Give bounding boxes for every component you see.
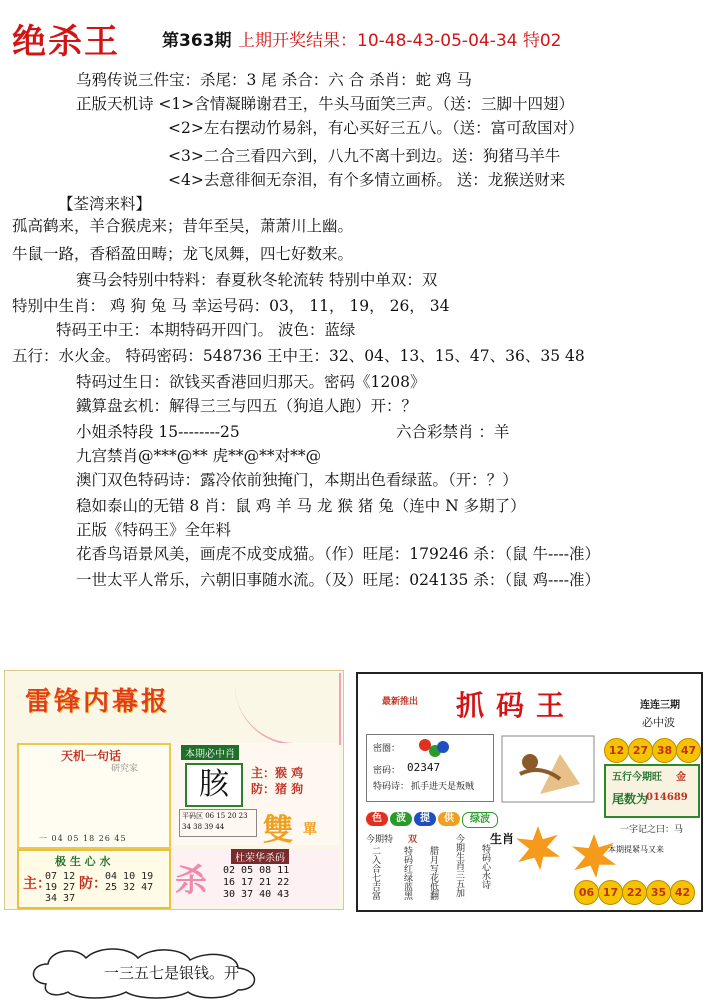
shuang-char: 雙 (263, 813, 293, 848)
shama-title: 杜荣华杀码 (231, 849, 289, 864)
tianji-sign: 研究家 (111, 764, 139, 774)
ball-bottom: 17 (598, 880, 623, 905)
ball-top: 27 (628, 738, 653, 763)
text-line: 孤高鹤来，羊合猴虎来；昔年至吴，萧萧川上幽。 (12, 217, 354, 235)
ball-bottom: 06 (574, 880, 599, 905)
text-line: 五行：水火金。 特码密码：548736 王中王：32、04、13、15、47、36、35 48 (12, 347, 585, 365)
vertical-text: 今期生肖三五加 (454, 834, 464, 897)
section-title: 【荃湾来料】 (58, 195, 152, 213)
xinshui-main-nums: 07 12 19 27 34 37 (45, 871, 76, 904)
poem-text: 抓手进天是叛贼 (411, 782, 475, 792)
five-title: 五行今期旺 (612, 772, 662, 783)
vertical-text: 特码红绿蓝黑 (402, 846, 412, 900)
five-tail: 尾数为 (612, 792, 649, 806)
shama-numbers (223, 865, 289, 901)
zodiac-main-line: 主：猴 鸡 (251, 766, 304, 780)
text-line: <4>去意徘徊无奈泪，有个多情立画桥。 送：龙猴送财来 (168, 171, 566, 189)
note: 一字记之曰：马 (620, 825, 684, 835)
text-line: 稳如泰山的无错 8 肖：鼠 鸡 羊 马 龙 猴 猪 兔（连中 N 多期了） (76, 497, 526, 515)
zodiac-head: 本期必中肖 (181, 745, 239, 760)
mima-value: 02347 (407, 761, 441, 774)
ball-top: 38 (652, 738, 677, 763)
star-icon (516, 826, 560, 870)
shama-row: 30 37 40 43 (223, 889, 290, 900)
xinshui-main-label: 主： (23, 876, 51, 892)
mima-label: 密码： (373, 766, 401, 776)
text-line: 牛鼠一路，香稻盈田畴；龙飞凤舞，四七好数来。 (12, 245, 354, 263)
text-line: 鐵算盘玄机：解得三三与四五（狗追人跑）开：？ (76, 397, 418, 415)
chip: 提 (414, 812, 436, 826)
text-line: 澳门双色特码诗：露冷依前独掩门，本期出色看绿蓝。（开：？） (76, 471, 518, 489)
mima-box (366, 734, 494, 802)
text-line: <2>左右摆动竹易斜，有心买好三五八。（送：富可敌国对） (168, 119, 584, 137)
five-word: 金 (676, 772, 686, 783)
text-line: 特码王中王：本期特码开四门。 波色：蓝绿 (56, 321, 356, 339)
shama-row: 02 05 08 11 (223, 865, 290, 876)
note2: 本期提紧马又来 (608, 845, 664, 854)
ball-bottom: 42 (670, 880, 695, 905)
xinshui-box (17, 849, 171, 909)
chip-small-label: 今期特 (366, 835, 394, 845)
text-line: 一世太平人常乐，六朝旧事随水流。（及）旺尾：024135 杀：（鼠 鸡----准） (76, 571, 600, 589)
poster-title: 雷锋内幕报 (25, 687, 171, 717)
chip-small-value: 双 (408, 835, 418, 845)
star-icon (572, 834, 616, 878)
text-line: 乌鸦传说三件宝：杀尾：3 尾 杀合：六 合 杀肖：蛇 鸡 马 (76, 71, 472, 89)
zodiac-fang-line: 防：猪 狗 (251, 782, 304, 796)
vertical-text: 二入合七吉富 (370, 846, 380, 900)
pingma-box: 平码区 06 15 20 23 34 38 39 44 (179, 809, 257, 837)
poster-zhuamawang (356, 672, 703, 912)
text-line: 花香鸟语景风美，画虎不成变成猫。（作）旺尾：179246 杀：（鼠 牛----准） (76, 545, 600, 563)
mi-label: 密圈： (373, 744, 401, 754)
text-line: 小姐杀特段 15--------25 (76, 423, 240, 441)
tianji-footer: 一 04 05 18 26 45 (39, 834, 127, 843)
poster-leifeng (4, 670, 344, 910)
tianji-title: 天机一句话 (61, 749, 122, 763)
shama-box (171, 849, 339, 905)
blue-ball-icon (437, 741, 449, 753)
chip-last: 绿波 (462, 812, 498, 828)
xinshui-title: 极 生 心 水 (55, 855, 111, 868)
shengxiao-label: 生肖 (490, 832, 515, 846)
brand-title: 绝杀王 (12, 22, 120, 62)
three-periods-label: 连连三期 (640, 700, 680, 711)
sha-char: 杀 (175, 861, 208, 899)
ball-top: 47 (676, 738, 701, 763)
poem-label: 特码诗： (373, 782, 410, 792)
monkey-illustration (500, 734, 596, 804)
xinshui-fang-label: 防： (79, 876, 107, 892)
must-wave-label: 必中波 (642, 716, 675, 729)
five-element-box (604, 764, 700, 818)
xinshui-fang-nums: 04 10 19 25 32 47 (105, 871, 154, 893)
vertical-text: 腊月写花低翻 (428, 846, 438, 900)
poster2-title: 抓码王 (456, 689, 577, 722)
text-line: 九宫禁肖@***@** 虎**@**对**@ (76, 447, 322, 465)
chip: 波 (390, 812, 412, 826)
decorative-swirl (235, 673, 341, 745)
text-line: 特码过生日：欲钱买香港回归那天。密码《1208》 (76, 373, 426, 391)
cloud-text: 一三五七是银钱。开 (104, 964, 240, 982)
shama-row: 16 17 21 22 (223, 877, 290, 888)
zodiac-char: 胲 (185, 763, 243, 807)
dan-char: 單 (303, 822, 317, 838)
ball-bottom: 35 (646, 880, 671, 905)
issue-number: 第363期 (162, 31, 232, 51)
text-line: 赛马会特别中特料：春夏秋冬轮流转 特别中单双：双 (76, 271, 438, 289)
new-label: 最新推出 (382, 697, 419, 707)
zodiac-box (171, 743, 339, 848)
ball-bottom: 22 (622, 880, 647, 905)
chip: 色 (366, 812, 388, 826)
ball-top: 12 (604, 738, 629, 763)
text-line: 六合彩禁肖 ：羊 (396, 423, 510, 441)
text-line: 正版天机诗 <1>含情凝睇谢君王，牛头马面笑三声。（送：三脚十四翅） (76, 95, 575, 113)
last-result: 上期开奖结果：10-48-43-05-04-34 特02 (238, 31, 562, 51)
text-line: 特别中生肖： 鸡 狗 兔 马 幸运号码：03， 11， 19， 26， 34 (12, 297, 450, 315)
vertical-text: 特码心水诗 (480, 844, 490, 889)
chip: 供 (438, 812, 460, 826)
tianji-box (17, 743, 171, 849)
zodiac-main (251, 765, 303, 797)
text-line: 正版《特码王》全年料 (76, 521, 232, 539)
five-nums: 014689 (646, 792, 688, 803)
text-line: <3>二合三看四六到，八九不离十到边。送：狗猪马羊牛 (168, 147, 561, 165)
